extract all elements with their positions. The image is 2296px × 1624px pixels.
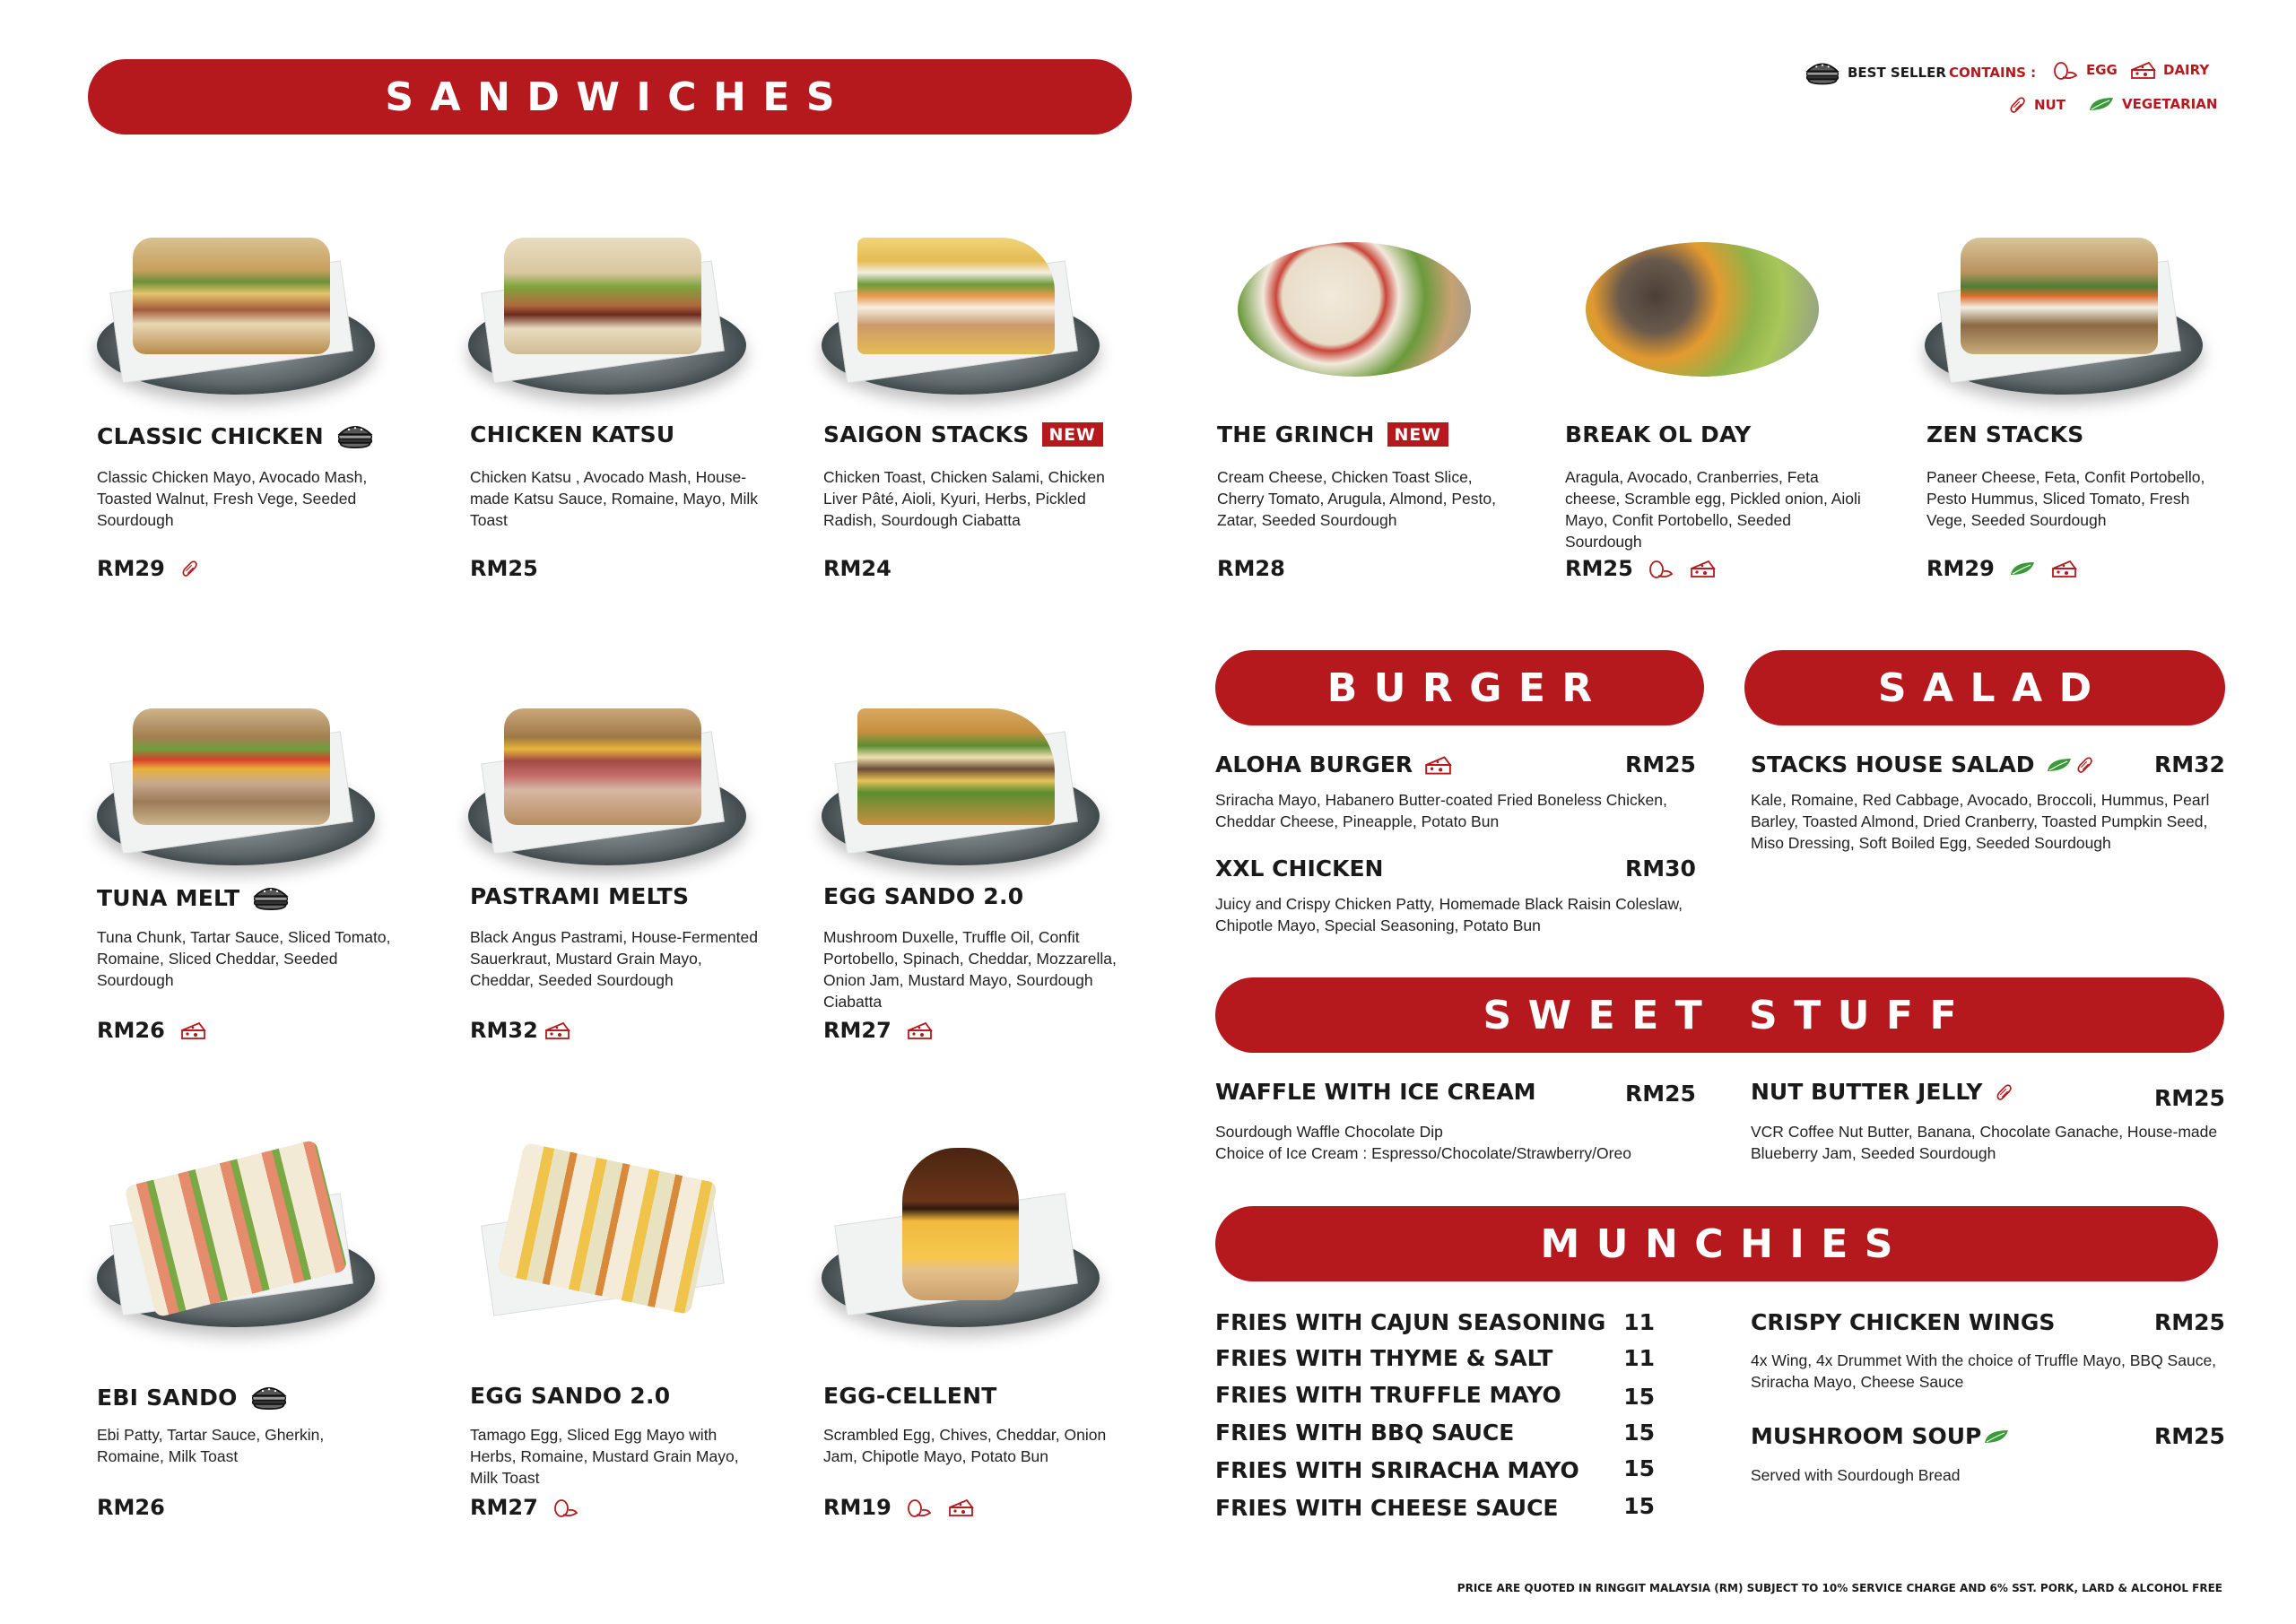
- item-name: [823, 883, 1023, 909]
- sweet-item-name-text: NUT BUTTER JELLY: [1751, 1079, 1983, 1105]
- fries-item-price: 11: [1623, 1345, 1655, 1371]
- legend-nut: [2007, 95, 2066, 115]
- nut-icon: [179, 559, 199, 578]
- item-description: Aragula, Avocado, Cranberries, Feta cheese, Scramble egg, Pickled onion, Aioli Mayo, Confit Portobello, Seeded Sourdough: [1565, 468, 1861, 551]
- dairy-icon: [1423, 753, 1452, 777]
- burger-item-name-text: ALOHA BURGER: [1215, 751, 1413, 777]
- item-price: [97, 1495, 165, 1520]
- soup-item-name: [1751, 1423, 2010, 1449]
- legend-dairy-label: DAIRY: [2163, 62, 2210, 78]
- legend-contains: [1949, 65, 2036, 81]
- dairy-icon: [179, 1020, 206, 1041]
- item-price: [823, 1495, 974, 1520]
- item-name-text: EBI SANDO: [97, 1384, 238, 1411]
- legend-best-seller: [1805, 59, 1946, 86]
- burger-icon: [250, 1383, 288, 1411]
- item-price: [470, 1495, 579, 1520]
- egg-sando-tamago-photo: [459, 1103, 755, 1336]
- egg-icon: [1648, 558, 1674, 579]
- item-name: [1926, 421, 2084, 447]
- legend-vegetarian-label: VEGETARIAN: [2122, 96, 2218, 112]
- salad-item-name: [1751, 751, 2094, 777]
- egg-sando-mushroom-photo: [813, 641, 1109, 874]
- menu-item-egg-sando-2-tamago[interactable]: [459, 1103, 755, 1542]
- menu-item-pastrami-melts[interactable]: [459, 641, 758, 1072]
- price-disclaimer: PRICE ARE QUOTED IN RINGGIT MALAYSIA (RM) SUBJECT TO 10% SERVICE CHARGE AND 6% SST. PORK, LARD & ALCOHOL FREE: [1457, 1582, 2222, 1594]
- sweet-item-name: [1751, 1079, 2013, 1105]
- burger-icon: [336, 421, 374, 450]
- new-badge: NEW: [1042, 422, 1103, 447]
- break-ol-day-photo: [1554, 170, 1850, 404]
- item-price: [823, 556, 891, 581]
- sweet-item-description-line: Choice of Ice Cream : Espresso/Chocolate/Strawberry/Oreo: [1215, 1144, 1631, 1162]
- item-name-text: CLASSIC CHICKEN: [97, 422, 324, 449]
- dairy-icon: [947, 1497, 974, 1518]
- burger-icon: [1805, 59, 1840, 86]
- tuna-melt-photo: [88, 641, 384, 874]
- item-price-text: RM25: [470, 556, 538, 581]
- egg-icon: [552, 1497, 579, 1518]
- salad-item-name-text: STACKS HOUSE SALAD: [1751, 751, 2035, 777]
- leaf-icon: [2009, 560, 2036, 578]
- item-name-text: EGG-CELLENT: [823, 1383, 997, 1409]
- item-price-text: RM26: [97, 1018, 165, 1043]
- wings-item-name-text: CRISPY CHICKEN WINGS: [1751, 1309, 2056, 1335]
- dairy-icon: [2050, 558, 2077, 579]
- sweet-stuff-header: [1215, 977, 2224, 1053]
- menu-item-chicken-katsu[interactable]: [459, 170, 758, 610]
- sweet-item-name: [1215, 1079, 1536, 1105]
- item-price: [823, 1018, 933, 1043]
- munchies-header-label: MUNCHIES: [1540, 1220, 1909, 1267]
- legend-egg-label: EGG: [2086, 62, 2118, 78]
- burger-item-price: RM25: [1625, 751, 1696, 777]
- item-name-text: ZEN STACKS: [1926, 421, 2084, 447]
- item-name: [470, 883, 689, 909]
- menu-item-saigon-stacks[interactable]: [813, 170, 1109, 610]
- legend-nut-label: NUT: [2034, 97, 2066, 113]
- zen-stacks-photo: [1916, 170, 2212, 404]
- egg-cellent-photo: [813, 1103, 1109, 1336]
- egg-icon: [906, 1497, 933, 1518]
- item-price-text: RM29: [1926, 556, 1995, 581]
- item-price-text: RM27: [470, 1495, 538, 1520]
- pastrami-melts-photo: [459, 641, 755, 874]
- chicken-katsu-photo: [459, 170, 755, 404]
- item-description: Scrambled Egg, Chives, Cheddar, Onion Jam, Chipotle Mayo, Potato Bun: [823, 1426, 1107, 1465]
- salad-header: [1744, 650, 2225, 725]
- fries-item-name: FRIES WITH TRUFFLE MAYO: [1215, 1382, 1561, 1408]
- item-description: Paneer Cheese, Feta, Confit Portobello, Pesto Hummus, Sliced Tomato, Fresh Vege, Seeded Sourdough: [1926, 468, 2205, 529]
- legend-egg: [2052, 59, 2118, 81]
- item-name: [470, 421, 674, 447]
- soup-item-name-text: MUSHROOM SOUP: [1751, 1423, 1982, 1449]
- menu-item-tuna-melt[interactable]: [88, 641, 391, 1072]
- burger-item-name: [1215, 751, 1452, 777]
- item-name-text: SAIGON STACKS: [823, 421, 1030, 447]
- sweet-item-description-line: Sourdough Waffle Chocolate Dip: [1215, 1123, 1443, 1141]
- menu-item-ebi-sando[interactable]: [88, 1103, 384, 1542]
- fries-item-name: FRIES WITH SRIRACHA MAYO: [1215, 1457, 1579, 1483]
- sandwiches-header: [88, 59, 1132, 135]
- ebi-sando-photo: [88, 1103, 384, 1336]
- item-price-text: RM27: [823, 1018, 891, 1043]
- item-price-text: RM25: [1565, 556, 1633, 581]
- item-name-text: BREAK OL DAY: [1565, 421, 1752, 447]
- item-name-text: CHICKEN KATSU: [470, 421, 675, 447]
- item-description: Tuna Chunk, Tartar Sauce, Sliced Tomato, Romaine, Sliced Cheddar, Seeded Sourdough: [97, 928, 391, 989]
- burger-item-price: RM30: [1625, 855, 1696, 881]
- item-name: [97, 421, 374, 450]
- legend-contains-label: CONTAINS :: [1949, 65, 2037, 81]
- leaf-icon: [2088, 95, 2115, 113]
- the-grinch-photo: [1206, 170, 1502, 404]
- burger-item-description: Juicy and Crispy Chicken Patty, Homemade Black Raisin Coleslaw, Chipotle Mayo, Special Seasoning, Potato Bun: [1215, 895, 1683, 934]
- item-name: [470, 1383, 670, 1409]
- burger-item-name: [1215, 855, 1383, 881]
- item-price-text: RM19: [823, 1495, 891, 1520]
- item-name-text: PASTRAMI MELTS: [470, 883, 690, 909]
- dairy-icon: [906, 1020, 933, 1041]
- burger-item-name-text: XXL CHICKEN: [1215, 855, 1384, 881]
- wings-item-name: [1751, 1309, 2055, 1335]
- sandwiches-header-label: SANDWICHES: [385, 74, 852, 120]
- salad-item-price: RM32: [2154, 751, 2225, 777]
- munchies-header: [1215, 1206, 2218, 1281]
- wings-item-price: RM25: [2154, 1309, 2225, 1335]
- item-description: Chicken Katsu , Avocado Mash, House-made Katsu Sauce, Romaine, Mayo, Milk Toast: [470, 468, 758, 529]
- sweet-item-description: [1215, 1121, 1718, 1164]
- sweet-stuff-header-label: SWEET STUFF: [1483, 992, 1973, 1038]
- item-name-text: TUNA MELT: [97, 884, 240, 911]
- new-badge: NEW: [1387, 422, 1448, 447]
- item-name: [823, 421, 1103, 447]
- salad-header-label: SALAD: [1877, 664, 2109, 711]
- item-name: [1217, 421, 1448, 447]
- menu-item-zen-stacks[interactable]: [1916, 170, 2212, 610]
- item-name-text: EGG SANDO 2.0: [470, 1383, 671, 1409]
- item-price-text: RM26: [97, 1495, 165, 1520]
- item-price: [1926, 556, 2077, 581]
- legend-best-seller-label: BEST SELLER: [1848, 65, 1946, 81]
- menu-item-egg-sando-2-mushroom[interactable]: [813, 641, 1117, 1072]
- item-price: [97, 556, 199, 581]
- item-description: Classic Chicken Mayo, Avocado Mash, Toasted Walnut, Fresh Vege, Seeded Sourdough: [97, 468, 368, 529]
- item-description: Ebi Patty, Tartar Sauce, Gherkin, Romaine, Milk Toast: [97, 1426, 325, 1465]
- item-name: [1565, 421, 1752, 447]
- classic-chicken-photo: [88, 170, 384, 404]
- item-description: Cream Cheese, Chicken Toast Slice, Cherry Tomato, Arugula, Almond, Pesto, Zatar, Seeded Sourdough: [1217, 468, 1496, 529]
- fries-item-name: FRIES WITH THYME & SALT: [1215, 1345, 1553, 1371]
- wings-item-description: 4x Wing, 4x Drummet With the choice of Truffle Mayo, BBQ Sauce, Sriracha Mayo, Cheese Sauce: [1751, 1351, 2217, 1391]
- item-description: Black Angus Pastrami, House-Fermented Sauerkraut, Mustard Grain Mayo, Cheddar, Seeded Sourdough: [470, 928, 758, 989]
- fries-item-price: 11: [1623, 1309, 1655, 1335]
- legend: [1785, 59, 2233, 122]
- sweet-item-price: RM25: [2154, 1085, 2225, 1111]
- dairy-icon: [1689, 558, 1716, 579]
- saigon-stacks-photo: [813, 170, 1109, 404]
- item-description: Tamago Egg, Sliced Egg Mayo with Herbs, Romaine, Mustard Grain Mayo, Milk Toast: [470, 1426, 739, 1487]
- menu-item-break-ol-day[interactable]: [1554, 170, 1861, 610]
- item-description: Chicken Toast, Chicken Salami, Chicken Liver Pâté, Aioli, Kyuri, Herbs, Pickled Radish, Sourdough Ciabatta: [823, 468, 1105, 529]
- menu-item-classic-chicken[interactable]: [88, 170, 384, 610]
- item-name: [97, 883, 290, 912]
- legend-vegetarian: [2088, 95, 2217, 113]
- nut-icon: [2007, 95, 2027, 115]
- item-description: Mushroom Duxelle, Truffle Oil, Confit Portobello, Spinach, Cheddar, Mozzarella, Onion Jam, Mustard Mayo, Sourdough Ciabatta: [823, 928, 1117, 1011]
- item-price: [1217, 556, 1285, 581]
- egg-icon: [2052, 59, 2079, 81]
- item-price: [97, 1018, 206, 1043]
- item-price: [470, 556, 538, 581]
- sweet-item-price: RM25: [1625, 1081, 1696, 1107]
- burger-icon: [252, 883, 290, 912]
- nut-icon: [1994, 1082, 2013, 1102]
- item-name-text: EGG SANDO 2.0: [823, 883, 1024, 909]
- dairy-icon: [544, 1020, 570, 1041]
- fries-item-name: FRIES WITH CHEESE SAUCE: [1215, 1495, 1559, 1521]
- item-price: [470, 1018, 570, 1043]
- burger-header-label: BURGER: [1326, 664, 1609, 711]
- burger-item-description: Sriracha Mayo, Habanero Butter-coated Fried Boneless Chicken, Cheddar Cheese, Pineapple, Potato Bun: [1215, 791, 1667, 830]
- item-price-text: RM29: [97, 556, 165, 581]
- item-price-text: RM28: [1217, 556, 1285, 581]
- soup-item-price: RM25: [2154, 1423, 2225, 1449]
- dairy-icon: [2129, 59, 2156, 81]
- burger-header: [1215, 650, 1704, 725]
- item-name-text: THE GRINCH: [1217, 421, 1375, 447]
- fries-item-name: FRIES WITH BBQ SAUCE: [1215, 1420, 1515, 1446]
- leaf-icon: [2046, 756, 2073, 774]
- item-name: [823, 1383, 997, 1409]
- fries-item-price: 15: [1623, 1384, 1655, 1410]
- fries-item-name: FRIES WITH CAJUN SEASONING: [1215, 1309, 1606, 1335]
- item-name: [97, 1383, 288, 1411]
- menu-item-the-grinch[interactable]: [1206, 170, 1502, 610]
- sweet-item-name-text: WAFFLE WITH ICE CREAM: [1215, 1079, 1536, 1105]
- legend-dairy: [2129, 59, 2209, 81]
- item-price: [1565, 556, 1716, 581]
- fries-item-price: 15: [1623, 1420, 1655, 1446]
- item-price-text: RM32: [470, 1018, 538, 1043]
- fries-item-price: 15: [1623, 1455, 1655, 1481]
- soup-item-description: Served with Sourdough Bread: [1751, 1466, 1961, 1484]
- menu-item-egg-cellent[interactable]: [813, 1103, 1109, 1542]
- item-price-text: RM24: [823, 556, 891, 581]
- sweet-item-description: VCR Coffee Nut Butter, Banana, Chocolate Ganache, House-made Blueberry Jam, Seeded Sourdough: [1751, 1123, 2218, 1162]
- nut-icon: [2074, 755, 2094, 775]
- salad-item-description: Kale, Romaine, Red Cabbage, Avocado, Broccoli, Hummus, Pearl Barley, Toasted Almond, Dried Cranberry, Toasted Pumpkin Seed, Miso Dressing, Soft Boiled Egg, Seeded Sourdough: [1751, 791, 2210, 852]
- fries-item-price: 15: [1623, 1493, 1655, 1519]
- leaf-icon: [1983, 1428, 2010, 1446]
